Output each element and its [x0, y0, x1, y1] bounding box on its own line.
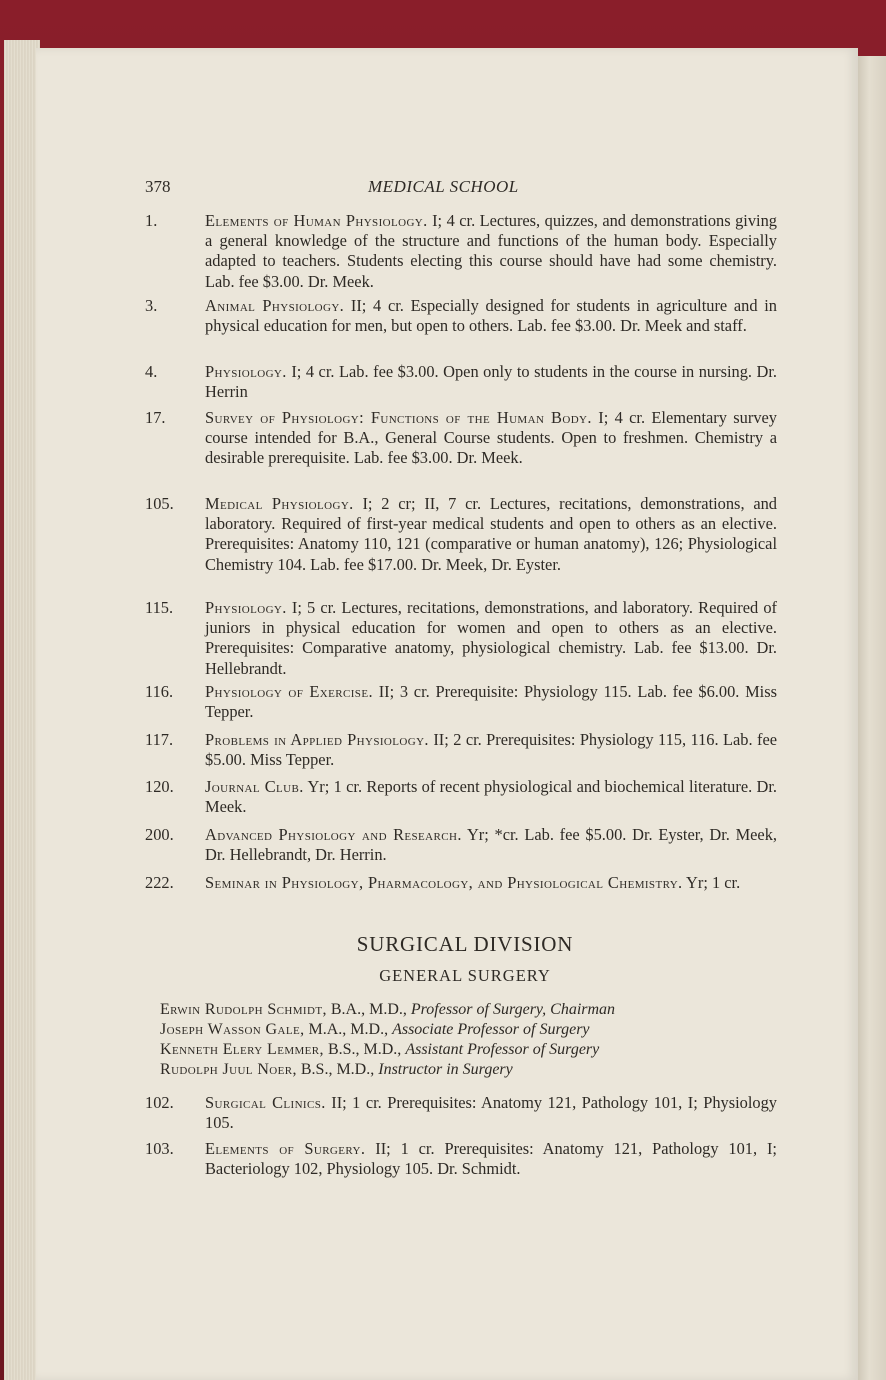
course-title: Seminar in Physiology, Pharmacology, and Physiological Chemistry.: [205, 873, 683, 892]
course-description: Yr; 1 cr.: [686, 873, 741, 892]
course-entry: [145, 296, 777, 336]
faculty-name: Kenneth Elery Lemmer,: [160, 1041, 324, 1058]
course-number: 222.: [145, 873, 174, 892]
course-title: Survey of Physiology: Functions of the Human Body.: [205, 408, 592, 427]
course-title: Medical Physiology.: [205, 494, 354, 513]
course-number: 120.: [145, 777, 174, 796]
course-entry: [145, 598, 777, 679]
course-entry: [145, 730, 777, 770]
division-heading: SURGICAL DIVISION: [356, 932, 574, 956]
course-number: 115.: [145, 598, 174, 617]
course-number: 102.: [145, 1093, 174, 1112]
course-entry: [145, 1139, 777, 1179]
course-number: 103.: [145, 1139, 174, 1158]
course-title: Advanced Physiology and Research.: [205, 825, 462, 844]
course-title: Journal Club.: [205, 777, 304, 796]
faculty-role: Associate Professor of Surgery: [392, 1021, 590, 1038]
course-description: I; 4 cr. Lectures, quizzes, and demonstrations giving a general knowledge of the structure and functions of the human body. Especially adapted to teachers. Students electing this course should have had some chemistry. Lab. fee $3.00. Dr. Meek.: [205, 211, 777, 291]
course-description: II; 1 cr. Prerequisites: Anatomy 121, Pathology 101, I; Physiology 105.: [205, 1093, 777, 1133]
course-number: 17.: [145, 408, 166, 427]
course-title: Physiology of Exercise.: [205, 682, 373, 701]
course-description: I; 5 cr. Lectures, recitations, demonstrations, and laboratory. Required of juniors in physical education for women and open to others as an elective. Prerequisites: Comparative anatomy, physiological chemistry. Lab. fee $13.00. Dr. Hellebrandt.: [205, 598, 777, 678]
course-title: Surgical Clinics.: [205, 1093, 326, 1112]
course-description: II; 3 cr. Prerequisite: Physiology 115. Lab. fee $6.00. Miss Tepper.: [205, 682, 777, 722]
course-entry: [145, 362, 777, 402]
faculty-member: [160, 1000, 780, 1020]
faculty-degrees: B.A., M.D.,: [330, 1001, 407, 1018]
faculty-member: [160, 1020, 780, 1040]
course-description: I; 4 cr. Lab. fee $3.00. Open only to students in the course in nursing. Dr. Herrin: [205, 362, 777, 402]
next-page-edge: [858, 56, 886, 1380]
course-entry: [145, 1093, 777, 1133]
course-number: 116.: [145, 682, 174, 701]
page-stack-edge: [4, 40, 40, 1380]
course-description: Yr; *cr. Lab. fee $5.00. Dr. Eyster, Dr. Meek, Dr. Hellebrandt, Dr. Herrin.: [205, 825, 777, 865]
course-number: 4.: [145, 362, 158, 381]
course-description: II; 1 cr. Prerequisites: Anatomy 121, Pathology 101, I; Bacteriology 102, Physiology 105. Dr. Schmidt.: [205, 1139, 777, 1179]
course-number: 3.: [145, 296, 158, 315]
course-title: Physiology.: [205, 362, 287, 381]
faculty-role: Assistant Professor of Surgery: [405, 1041, 600, 1058]
faculty-member: [160, 1060, 780, 1080]
course-number: 105.: [145, 494, 174, 513]
running-head: [145, 177, 785, 199]
faculty-name: Joseph Wasson Gale,: [160, 1021, 305, 1038]
course-title: Physiology.: [205, 598, 287, 617]
faculty-member: [160, 1040, 780, 1060]
faculty-role: Professor of Surgery, Chairman: [410, 1001, 616, 1018]
course-entry: [145, 682, 777, 722]
course-description: I; 4 cr. Elementary survey course intended for B.A., General Course students. Open to freshmen. Chemistry a desirable prerequisite. Lab. fee $3.00. Dr. Meek.: [205, 408, 777, 468]
faculty-name: Rudolph Juul Noer,: [160, 1061, 297, 1078]
faculty-degrees: M.A., M.D.,: [308, 1021, 389, 1038]
course-description: Yr; 1 cr. Reports of recent physiological and biochemical literature. Dr. Meek.: [205, 777, 777, 817]
course-number: 117.: [145, 730, 174, 749]
course-title: Elements of Human Physiology.: [205, 211, 428, 230]
course-title: Problems in Applied Physiology.: [205, 730, 429, 749]
course-entry: [145, 494, 777, 575]
course-number: 1.: [145, 211, 158, 230]
course-entry: [145, 408, 777, 469]
faculty-degrees: B.S., M.D.,: [300, 1061, 375, 1078]
running-title: MEDICAL SCHOOL: [368, 177, 519, 196]
course-description: II; 4 cr. Especially designed for students in agriculture and in physical education for men, but open to others. Lab. fee $3.00. Dr. Meek and staff.: [205, 296, 777, 336]
course-description: I; 2 cr; II, 7 cr. Lectures, recitations, demonstrations, and laboratory. Required of first-year medical students and open to others as an elective. Prerequisites: Anatomy 110, 121 (comparative or human anatomy), 126; Physiological Chemistry 104. Lab. fee $17.00. Dr. Meek, Dr. Eyster.: [205, 494, 777, 574]
course-entry: [145, 873, 777, 893]
course-title: Animal Physiology.: [205, 296, 345, 315]
course-title: Elements of Surgery.: [205, 1139, 366, 1158]
course-entry: [145, 777, 777, 817]
course-number: 200.: [145, 825, 174, 844]
course-entry: [145, 825, 777, 865]
page-number: 378: [145, 177, 171, 196]
section-heading: GENERAL SURGERY: [379, 966, 551, 985]
course-entry: [145, 211, 777, 292]
course-description: II; 2 cr. Prerequisites: Physiology 115, 116. Lab. fee $5.00. Miss Tepper.: [205, 730, 777, 770]
faculty-name: Erwin Rudolph Schmidt,: [160, 1001, 327, 1018]
faculty-degrees: B.S., M.D.,: [327, 1041, 402, 1058]
faculty-role: Instructor in Surgery: [378, 1061, 513, 1078]
